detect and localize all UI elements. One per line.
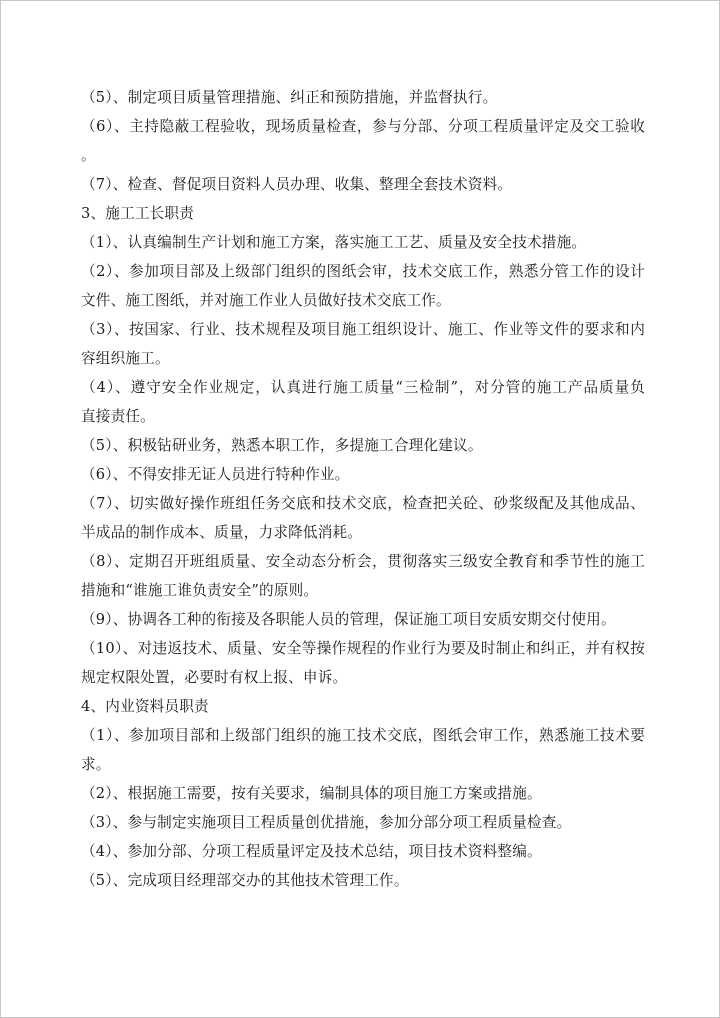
section-heading: 3、施工工长职责 (81, 205, 195, 222)
text-line: （7）、检查、督促项目资料人员办理、收集、整理全套技术资料。 (81, 176, 513, 193)
text-line: （5）、制定项目质量管理措施、纠正和预防措施，并监督执行。 (81, 89, 498, 106)
text-line: （10）、对违返技术、质量、安全等操作规程的作业行为要及时制止和纠正，并有权按 (81, 640, 645, 657)
text-line: （9）、协调各工种的衔接及各职能人员的管理，保证施工项目安质安期交付使用。 (81, 611, 616, 628)
text-line: （2）、参加项目部及上级部门组织的图纸会审，技术交底工作，熟悉分管工作的设计 (81, 263, 645, 280)
text-line: （3）、按国家、行业、技术规程及项目施工组织设计、施工、作业等文件的要求和内 (81, 321, 645, 338)
text-line: （5）、积极钻研业务，熟悉本职工作，多提施工合理化建议。 (81, 437, 483, 454)
text-line: 。 (81, 147, 96, 164)
section-heading: 4、内业资料员职责 (81, 698, 209, 715)
text-line: （5）、完成项目经理部交办的其他技术管理工作。 (81, 872, 409, 889)
text-line: 半成品的制作成本、质量，力求降低消耗。 (81, 524, 363, 541)
text-line: （6）、不得安排无证人员进行特种作业。 (81, 466, 350, 483)
text-line: （8）、定期召开班组质量、安全动态分析会，贯彻落实三级安全教育和季节性的施工 (81, 553, 645, 570)
text-line: （4）、遵守安全作业规定，认真进行施工质量“三检制”，对分管的施工产品质量负 (81, 379, 645, 396)
text-line: （3）、参与制定实施项目工程质量创优措施，参加分部分项工程质量检查。 (81, 814, 572, 831)
text-line: （1）、参加项目部和上级部门组织的施工技术交底，图纸会审工作，熟悉施工技术要 (81, 727, 645, 744)
text-line: （6）、主持隐蔽工程验收，现场质量检查，参与分部、分项工程质量评定及交工验收 (81, 118, 645, 135)
text-line: 求。 (81, 756, 111, 773)
text-line: 规定权限处置，必要时有权上报、申诉。 (81, 669, 348, 686)
text-line: 文件、施工图纸，并对施工作业人员做好技术交底工作。 (81, 292, 451, 309)
text-line: （4）、参加分部、分项工程质量评定及技术总结，项目技术资料整编。 (81, 843, 542, 860)
text-line: 措施和“谁施工谁负责安全”的原则。 (81, 582, 319, 599)
text-line: （1）、认真编制生产计划和施工方案，落实施工工艺、质量及安全技术措施。 (81, 234, 587, 251)
text-line: （2）、根据施工需要，按有关要求，编制具体的项目施工方案或措施。 (81, 785, 542, 802)
document-body (81, 83, 645, 895)
text-line: 直接责任。 (81, 408, 155, 425)
text-line: 容组织施工。 (81, 350, 170, 367)
text-line: （7）、切实做好操作班组任务交底和技术交底，检查把关砼、砂浆级配及其他成品、 (81, 495, 645, 512)
